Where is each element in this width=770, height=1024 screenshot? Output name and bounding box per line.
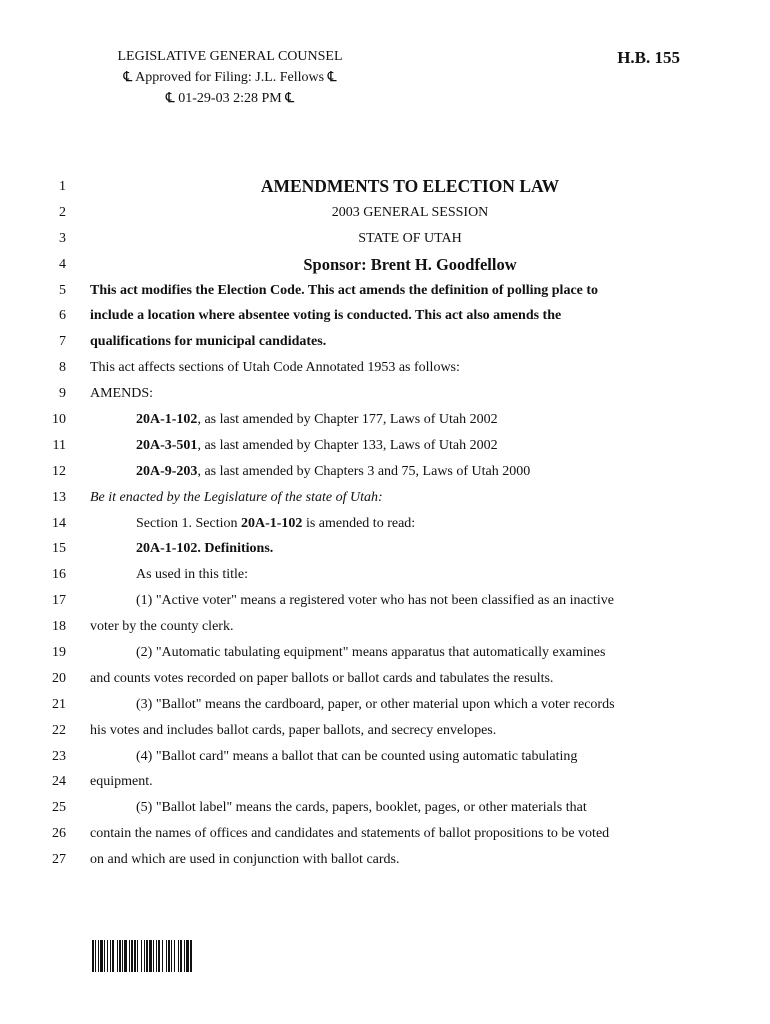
text-line — [0, 692, 770, 718]
barcode-bar — [134, 940, 136, 972]
text-line — [0, 614, 770, 640]
barcode-bar — [104, 940, 105, 972]
text-line — [0, 666, 770, 692]
body-text: on and which are used in conjunction with ballot cards. — [90, 852, 400, 868]
barcode-bar — [117, 940, 118, 972]
line-number: 26 — [52, 826, 66, 842]
barcode-bar — [122, 940, 123, 972]
line-number: 5 — [59, 282, 66, 298]
line-number: 2 — [59, 204, 66, 220]
body-text: (1) "Active voter" means a registered voter who has not been classified as an inactive — [136, 593, 614, 609]
session-label: 2003 GENERAL SESSION — [331, 204, 489, 220]
body-text: contain the names of offices and candidates and statements of ballot propositions to be voted — [90, 826, 610, 842]
line-number: 20 — [52, 670, 66, 686]
barcode-bar — [184, 940, 185, 972]
line-number: 7 — [59, 334, 66, 350]
barcode-bar — [162, 940, 163, 972]
affects-text: This act affects sections of Utah Code Annotated 1953 as follows: — [90, 360, 460, 376]
text-line — [0, 795, 770, 821]
text-line — [0, 355, 770, 381]
barcode-bar — [110, 940, 111, 972]
body-text: equipment. — [90, 774, 153, 790]
amendment-note: , as last amended by Chapter 133, Laws of Utah 2002 — [197, 437, 498, 453]
body-text: (5) "Ballot label" means the cards, papers, booklet, pages, or other materials that — [136, 800, 587, 816]
barcode-bar — [153, 940, 154, 972]
barcode-bar — [107, 940, 108, 972]
text-line — [0, 640, 770, 666]
line-number: 3 — [59, 230, 66, 246]
line-number: 9 — [59, 386, 66, 402]
text-line — [0, 200, 770, 226]
sponsor-label: Sponsor: Brent H. Goodfellow — [303, 254, 517, 274]
text-line — [0, 588, 770, 614]
line-number: 6 — [59, 308, 66, 324]
section-heading-line — [136, 511, 730, 537]
amendment-note: , as last amended by Chapters 3 and 75, Laws of Utah 2000 — [197, 463, 531, 479]
line-number: 25 — [52, 800, 66, 816]
bill-number: H.B. 155 — [617, 48, 680, 67]
amended-section-entry — [136, 433, 730, 459]
section-code: 20A-3-501 — [136, 437, 198, 453]
line-number: 14 — [52, 515, 66, 531]
barcode-bar — [156, 940, 157, 972]
text-line — [0, 407, 770, 433]
bill-text — [0, 174, 770, 873]
barcode-bar — [146, 940, 148, 972]
text-line — [0, 821, 770, 847]
line-number: 11 — [52, 437, 66, 453]
line-number: 17 — [52, 593, 66, 609]
barcode-bar — [141, 940, 142, 972]
text-line — [0, 381, 770, 407]
section-code: 20A-9-203 — [136, 463, 198, 479]
filing-header — [80, 46, 380, 109]
barcode-bar — [180, 940, 182, 972]
line-number: 1 — [59, 179, 66, 194]
barcode-bar — [166, 940, 167, 972]
line-number: 19 — [52, 645, 66, 661]
line-number: 16 — [52, 567, 66, 583]
barcode-bar — [112, 940, 114, 972]
text-line — [0, 278, 770, 304]
section-code: 20A-1-102 — [241, 515, 303, 531]
line-number: 10 — [52, 412, 66, 428]
line-number: 21 — [52, 696, 66, 712]
body-text: and counts votes recorded on paper ballots or ballot cards and tabulates the results. — [90, 670, 554, 686]
body-text: voter by the county clerk. — [90, 619, 234, 635]
barcode-bar — [124, 940, 127, 972]
body-text: (4) "Ballot card" means a ballot that can be counted using automatic tabulating — [136, 748, 578, 764]
text-line — [0, 744, 770, 770]
body-text: (2) "Automatic tabulating equipment" means apparatus that automatically examines — [136, 645, 606, 661]
filing-timestamp: ℄ 01-29-03 2:28 PM ℄ — [165, 91, 295, 106]
section-suffix: is amended to read: — [302, 515, 416, 531]
text-line — [0, 252, 770, 278]
line-number: 13 — [52, 489, 66, 505]
approval-line: ℄ Approved for Filing: J.L. Fellows ℄ — [123, 70, 337, 85]
amended-section-entry — [136, 407, 730, 433]
body-text: As used in this title: — [136, 567, 248, 583]
barcode-bar — [149, 940, 152, 972]
line-number: 8 — [59, 360, 66, 376]
line-number: 23 — [52, 748, 66, 764]
barcode-bar — [186, 940, 189, 972]
barcode-bar — [158, 940, 160, 972]
text-line — [0, 718, 770, 744]
barcode-bar — [100, 940, 103, 972]
text-line — [0, 303, 770, 329]
barcode-bar — [190, 940, 192, 972]
text-line — [0, 174, 770, 200]
line-number: 22 — [52, 722, 66, 738]
barcode-bar — [95, 940, 96, 972]
text-line — [0, 536, 770, 562]
barcode-bar — [129, 940, 130, 972]
text-line — [0, 769, 770, 795]
section-code: 20A-1-102 — [136, 412, 198, 428]
section-title: 20A-1-102. Definitions. — [136, 541, 274, 557]
enacting-clause: Be it enacted by the Legislature of the state of Utah: — [90, 489, 383, 505]
barcode-bar — [144, 940, 145, 972]
barcode-bar — [92, 940, 94, 972]
line-number: 18 — [52, 619, 66, 635]
barcode-graphic — [92, 940, 232, 972]
body-text: his votes and includes ballot cards, paper ballots, and secrecy envelopes. — [90, 722, 497, 738]
barcode-bar — [168, 940, 170, 972]
summary-text: This act modifies the Election Code. This act amends the definition of polling place to — [90, 282, 599, 298]
summary-text: qualifications for municipal candidates. — [90, 334, 327, 350]
body-text: (3) "Ballot" means the cardboard, paper, or other material upon which a voter records — [136, 696, 615, 712]
line-number: 27 — [52, 852, 66, 868]
text-line — [0, 459, 770, 485]
bill-title: AMENDMENTS TO ELECTION LAW — [260, 176, 560, 196]
amendment-note: , as last amended by Chapter 177, Laws of Utah 2002 — [197, 412, 498, 428]
barcode-bar — [119, 940, 121, 972]
text-line — [0, 485, 770, 511]
barcode-bar — [98, 940, 99, 972]
text-line — [0, 511, 770, 537]
summary-text: include a location where absentee voting is conducted. This act also amends the — [90, 308, 562, 324]
line-number: 24 — [52, 774, 66, 790]
section-prefix: Section 1. Section — [136, 515, 241, 531]
counsel-label: LEGISLATIVE GENERAL COUNSEL — [117, 49, 343, 64]
amends-label: AMENDS: — [90, 386, 154, 402]
barcode-bar — [171, 940, 172, 972]
text-line — [0, 847, 770, 873]
line-number: 12 — [52, 463, 66, 479]
barcode-bar — [174, 940, 175, 972]
line-number: 15 — [52, 541, 66, 557]
line-number: 4 — [59, 256, 66, 272]
text-line — [0, 226, 770, 252]
barcode-bar — [178, 940, 179, 972]
barcode-bar — [131, 940, 133, 972]
amended-section-entry — [136, 459, 730, 485]
text-line — [0, 329, 770, 355]
barcode-bar — [137, 940, 138, 972]
text-line — [0, 433, 770, 459]
state-label: STATE OF UTAH — [358, 230, 462, 246]
text-line — [0, 562, 770, 588]
